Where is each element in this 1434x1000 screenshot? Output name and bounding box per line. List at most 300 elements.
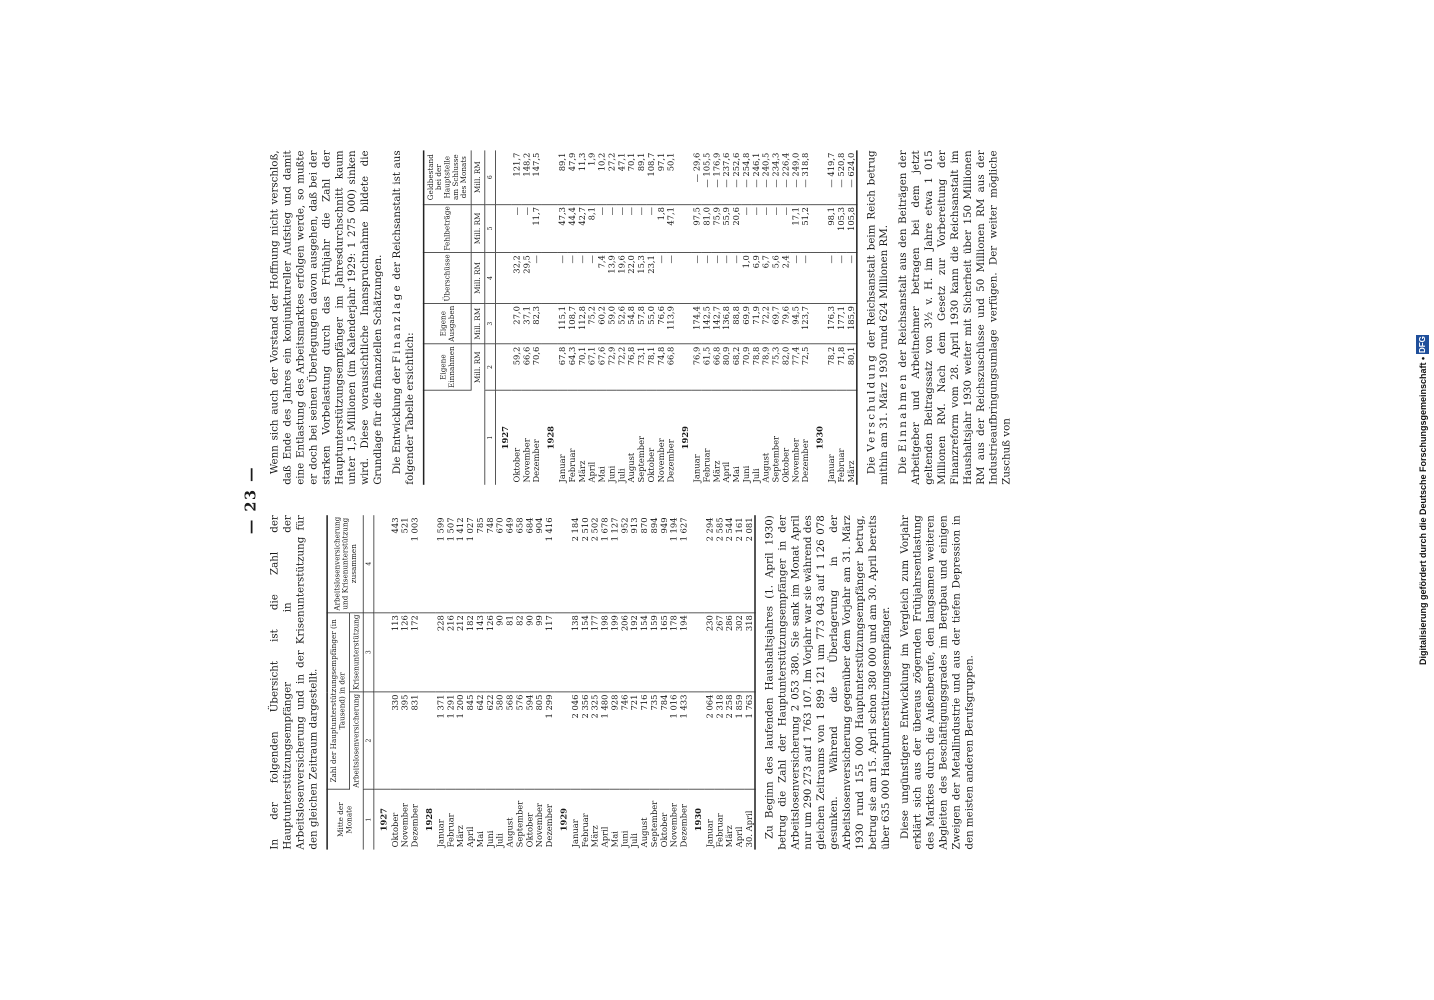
value-cell: — 419,7 xyxy=(826,150,836,204)
value-cell: 5,6 xyxy=(771,252,781,303)
month-cell: Oktober xyxy=(511,447,522,483)
table-row xyxy=(522,150,532,484)
value-cell: 72,5 xyxy=(801,344,811,390)
value-cell: 80,9 xyxy=(722,344,732,390)
value-cell: 928 xyxy=(610,692,620,789)
month-cell: März xyxy=(724,825,735,848)
value-cell: 61,5 xyxy=(702,344,712,390)
header-alv: Arbeitslosenversicherung xyxy=(350,692,364,789)
value-cell: 785 xyxy=(475,515,485,612)
unit-label: Mill. RM xyxy=(471,344,485,390)
value-cell: 7,4 xyxy=(597,252,607,303)
table-row xyxy=(410,515,420,849)
header-deficit: Fehlbeträge xyxy=(424,204,472,252)
value-cell: 831 xyxy=(410,692,420,789)
month-cell: Dezember xyxy=(800,439,811,483)
value-cell: 76,8 xyxy=(627,344,637,390)
table-row xyxy=(400,515,410,849)
value-cell: 182 xyxy=(465,613,475,692)
month-cell: Januar xyxy=(691,454,702,483)
value-cell: 594 xyxy=(525,692,535,789)
value-cell: 77,4 xyxy=(791,344,801,390)
value-cell: 59,2 xyxy=(512,344,522,390)
value-cell: 57,8 xyxy=(636,303,646,344)
value-cell: 55,0 xyxy=(646,303,656,344)
value-cell: 649 xyxy=(505,515,515,612)
value-cell: — xyxy=(731,252,741,303)
value-cell: — xyxy=(522,204,532,252)
value-cell: 216 xyxy=(446,613,456,692)
table-row xyxy=(570,515,580,849)
table-row xyxy=(607,150,617,484)
month-cell: November xyxy=(521,438,532,483)
value-cell: — 240,5 xyxy=(761,150,771,204)
month-cell: November xyxy=(534,803,545,848)
value-cell: — 226,4 xyxy=(781,150,791,204)
value-cell: 147,5 xyxy=(532,150,542,204)
value-cell: 11,7 xyxy=(532,204,542,252)
value-cell: 230 xyxy=(705,613,715,692)
empty-cell xyxy=(495,150,511,204)
table-row xyxy=(620,515,630,849)
empty-cell xyxy=(689,613,705,692)
value-cell: 94,5 xyxy=(791,303,801,344)
value-cell: — xyxy=(801,252,811,303)
value-cell: 1 127 xyxy=(610,515,620,612)
value-cell: 74,8 xyxy=(656,344,666,390)
value-cell: — 176,9 xyxy=(712,150,722,204)
right-paragraph-2 xyxy=(391,150,417,484)
year-label: 1930 xyxy=(693,807,704,832)
value-cell: 206 xyxy=(620,613,630,692)
value-cell: 1 480 xyxy=(600,692,610,789)
dfg-logo: DFG xyxy=(1418,336,1427,354)
month-cell: Oktober xyxy=(659,812,670,848)
unit-label: Mill. RM xyxy=(471,303,485,344)
table-row xyxy=(505,515,515,849)
value-cell: 1 200 xyxy=(456,692,466,789)
table-row xyxy=(781,150,791,484)
col-number: 1 xyxy=(363,789,374,849)
recipients-table xyxy=(326,515,755,849)
value-cell: 66,8 xyxy=(666,344,676,390)
value-cell: 81 xyxy=(505,613,515,692)
value-cell: 113,9 xyxy=(666,303,676,344)
value-cell: 330 xyxy=(390,692,400,789)
table-row xyxy=(515,515,525,849)
value-cell: 90 xyxy=(495,613,505,692)
value-cell: 54,8 xyxy=(627,303,637,344)
empty-cell xyxy=(374,692,390,789)
value-cell: 67,8 xyxy=(557,344,567,390)
year-row xyxy=(495,150,511,484)
table-row xyxy=(771,150,781,484)
month-cell: Juli xyxy=(629,833,640,848)
year-row xyxy=(676,150,692,484)
value-cell: 784 xyxy=(659,692,669,789)
col-number: 6 xyxy=(485,150,496,204)
table-row xyxy=(722,150,732,484)
value-cell: — 318,8 xyxy=(801,150,811,204)
year-label: 1928 xyxy=(546,426,556,450)
table-row xyxy=(597,150,607,484)
value-cell: 199 xyxy=(610,613,620,692)
value-cell: 154 xyxy=(639,613,649,692)
year-label: 1929 xyxy=(558,807,569,832)
header-sum: Arbeitslosenversicherung und Krisenunterstützung zusammen xyxy=(327,515,363,612)
table-row xyxy=(557,150,567,484)
value-cell: 99 xyxy=(535,613,545,692)
empty-cell xyxy=(689,692,705,789)
table-row xyxy=(639,515,649,849)
year-row xyxy=(374,515,390,849)
empty-cell xyxy=(495,204,511,252)
month-cell: März xyxy=(590,825,600,848)
empty-cell xyxy=(495,344,511,390)
table-row xyxy=(846,150,857,484)
year-row xyxy=(420,515,436,849)
value-cell: — xyxy=(627,204,637,252)
value-cell: 67,1 xyxy=(587,344,597,390)
col-number: 3 xyxy=(363,613,374,692)
empty-cell xyxy=(420,692,436,789)
month-cell: September xyxy=(514,800,525,848)
empty-cell xyxy=(689,515,705,612)
value-cell: — xyxy=(567,252,577,303)
table-row xyxy=(646,150,656,484)
header-expenses: Eigene Ausgaben xyxy=(424,303,472,344)
value-cell: 11,3 xyxy=(577,150,587,204)
value-cell: 1 027 xyxy=(465,515,475,612)
value-cell: 1 627 xyxy=(679,515,689,612)
value-cell: 78,1 xyxy=(646,344,656,390)
table-row xyxy=(495,515,505,849)
table-row xyxy=(617,150,627,484)
value-cell: — 249,0 xyxy=(791,150,801,204)
value-cell: 78,8 xyxy=(751,344,761,390)
table-row xyxy=(734,515,744,849)
value-cell: 37,1 xyxy=(522,303,532,344)
table-row xyxy=(535,515,545,849)
left-intro-paragraph: In der folgenden Übersicht ist die Zahl der Hauptunterstützungsempfänger in der Arbeitslosenversicherung und in der Krisenunterstützung für den gleichen Zeitraum dargestellt. xyxy=(268,515,320,850)
document-page xyxy=(238,150,1196,849)
value-cell: 735 xyxy=(649,692,659,789)
value-cell: 123,7 xyxy=(801,303,811,344)
table-row xyxy=(705,515,715,849)
value-cell: 6,9 xyxy=(751,252,761,303)
value-cell: — 234,3 xyxy=(771,150,781,204)
emphasis-finanzlage: Finanzlage xyxy=(390,283,404,364)
table-row xyxy=(627,150,637,484)
value-cell: — xyxy=(587,252,597,303)
value-cell: 44,4 xyxy=(567,204,577,252)
header-blank xyxy=(424,390,485,485)
value-cell: 622 xyxy=(485,692,495,789)
finance-table xyxy=(423,150,858,484)
value-cell: 1 291 xyxy=(446,692,456,789)
value-cell: 97,5 xyxy=(692,204,702,252)
text-run: der Reichsanstalt beim Reich betrug mithin am 31. März 1930 rund 624 Millionen RM. xyxy=(865,150,891,485)
month-cell: September xyxy=(636,435,647,483)
month-cell: Februar xyxy=(580,813,591,848)
empty-cell xyxy=(554,692,570,789)
table-row xyxy=(532,150,542,484)
value-cell: 90 xyxy=(525,613,535,692)
value-cell: 72,2 xyxy=(761,303,771,344)
value-cell: 72,2 xyxy=(617,344,627,390)
month-cell: Juli xyxy=(751,468,762,483)
value-cell: 78,9 xyxy=(761,344,771,390)
month-cell: Februar xyxy=(836,448,847,483)
value-cell: 69,9 xyxy=(741,303,751,344)
table-row xyxy=(741,150,751,484)
value-cell: 2 161 xyxy=(734,515,744,612)
month-cell: Februar xyxy=(445,813,456,848)
value-cell: 60,2 xyxy=(597,303,607,344)
value-cell: 10,2 xyxy=(597,150,607,204)
value-cell: 66,6 xyxy=(522,344,532,390)
value-cell: — xyxy=(702,252,712,303)
empty-cell xyxy=(541,204,557,252)
value-cell: 198 xyxy=(600,613,610,692)
empty-cell xyxy=(676,204,692,252)
value-cell: 138 xyxy=(570,613,580,692)
table-row xyxy=(610,515,620,849)
value-cell: 13,9 xyxy=(607,252,617,303)
value-cell: 136,8 xyxy=(722,303,732,344)
month-cell: Mai xyxy=(609,831,620,848)
value-cell: — xyxy=(722,252,732,303)
table-row xyxy=(712,150,722,484)
value-cell: 67,6 xyxy=(597,344,607,390)
value-cell: 29,5 xyxy=(522,252,532,303)
year-label: 1928 xyxy=(424,807,435,832)
value-cell: 66,8 xyxy=(712,344,722,390)
month-cell: November xyxy=(790,438,801,483)
table-row xyxy=(649,515,659,849)
value-cell: — xyxy=(712,252,722,303)
table-row xyxy=(731,150,741,484)
table-row xyxy=(751,150,761,484)
table-row xyxy=(456,515,466,849)
year-row xyxy=(810,150,826,484)
value-cell: 670 xyxy=(495,515,505,612)
month-cell: Dezember xyxy=(531,439,542,483)
month-cell: 30. April xyxy=(744,810,755,848)
value-cell: 894 xyxy=(649,515,659,612)
value-cell: — xyxy=(771,204,781,252)
month-cell: November xyxy=(400,803,410,848)
month-cell: Januar xyxy=(557,454,568,483)
table-row xyxy=(544,515,554,849)
col-number: 2 xyxy=(363,692,374,789)
value-cell: — 237,6 xyxy=(722,150,732,204)
col-number: 2 xyxy=(485,344,496,390)
right-paragraph-4 xyxy=(897,150,1013,484)
value-cell: — xyxy=(791,252,801,303)
month-cell: Februar xyxy=(714,813,725,848)
month-cell: Dezember xyxy=(409,804,420,848)
value-cell: 126 xyxy=(400,613,410,692)
value-cell: 80,1 xyxy=(846,344,857,390)
value-cell: — xyxy=(646,204,656,252)
month-cell: April xyxy=(721,461,732,483)
text-run: der Reichsanstalt aus den Beiträgen der Arbeitgeber und Arbeitnehmer betragen bei dem jetzt geltenden Beitragssatz von 3½ v. H. im Jahre etwa 1 015 Millionen RM. Nach dem Gesetz zur Vorbereitung der Finanzreform vom 28. April 1930 kann die Reichsanstalt im Haushaltsjahr 1930 weiter mit Sicherheit über 150 Millionen RM aus der Reichszuschüsse und 50 Millionen RM aus der Industrieaufbringungsumlage verfügen. Der weiter mögliche Zuschuß von xyxy=(897,150,1013,485)
value-cell: 20,6 xyxy=(731,204,741,252)
month-cell: Dezember xyxy=(544,804,555,848)
value-cell: 27,2 xyxy=(607,150,617,204)
value-cell: — 252,6 xyxy=(731,150,741,204)
right-paragraph-3 xyxy=(865,150,891,484)
empty-cell xyxy=(541,344,557,390)
table-row xyxy=(801,150,811,484)
digitization-credit xyxy=(1416,0,1430,1000)
text-run: der Reichsanstalt ist aus folgender Tabelle ersichtlich: xyxy=(390,150,417,485)
value-cell: — xyxy=(846,252,857,303)
table-row xyxy=(525,515,535,849)
value-cell: 72,9 xyxy=(607,344,617,390)
month-cell: Dezember xyxy=(679,804,689,848)
value-cell: 521 xyxy=(400,515,410,612)
value-cell: 19,6 xyxy=(617,252,627,303)
value-cell: 59,0 xyxy=(607,303,617,344)
value-cell: 32,2 xyxy=(512,252,522,303)
empty-cell xyxy=(676,303,692,344)
value-cell: 88,8 xyxy=(731,303,741,344)
value-cell: 27,0 xyxy=(512,303,522,344)
empty-cell xyxy=(810,344,826,390)
year-label: 1929 xyxy=(680,426,691,450)
value-cell: 47,9 xyxy=(567,150,577,204)
empty-cell xyxy=(554,613,570,692)
value-cell: 108,7 xyxy=(567,303,577,344)
value-cell: 2 081 xyxy=(744,515,755,612)
table-row xyxy=(600,515,610,849)
value-cell: 142,7 xyxy=(712,303,722,344)
value-cell: 1 599 xyxy=(436,515,446,612)
table-row xyxy=(702,150,712,484)
table-row xyxy=(826,150,836,484)
value-cell: 177,1 xyxy=(836,303,846,344)
value-cell: — xyxy=(656,252,666,303)
value-cell: — xyxy=(597,204,607,252)
value-cell: 1 412 xyxy=(456,515,466,612)
value-cell: — 105,5 xyxy=(702,150,712,204)
value-cell: 79,6 xyxy=(781,303,791,344)
value-cell: 2 544 xyxy=(725,515,735,612)
month-cell: Januar xyxy=(570,819,581,848)
empty-cell xyxy=(374,613,390,692)
value-cell: 2 325 xyxy=(590,692,600,789)
left-column xyxy=(269,515,1196,849)
month-cell: Dezember xyxy=(666,439,676,483)
table-row xyxy=(590,515,600,849)
value-cell: — xyxy=(607,204,617,252)
value-cell: 178 xyxy=(669,613,679,692)
month-cell: August xyxy=(761,452,771,483)
empty-cell xyxy=(810,252,826,303)
value-cell: — 520,8 xyxy=(836,150,846,204)
value-cell: 302 xyxy=(734,613,744,692)
table-row xyxy=(761,150,771,484)
empty-cell xyxy=(495,252,511,303)
unit-label: Mill. RM xyxy=(471,150,485,204)
value-cell: 89,1 xyxy=(636,150,646,204)
table-row xyxy=(465,515,475,849)
emphasis-einnahmen: Einnahmen xyxy=(897,372,910,452)
value-cell: 805 xyxy=(535,692,545,789)
unit-label: Mill. RM xyxy=(471,252,485,303)
value-cell: — 624,0 xyxy=(846,150,857,204)
right-column xyxy=(269,150,1196,484)
value-cell: 2 258 xyxy=(725,692,735,789)
value-cell: 658 xyxy=(515,515,525,612)
month-cell: Mai xyxy=(731,466,742,483)
table-row xyxy=(580,515,590,849)
value-cell: 17,1 xyxy=(791,204,801,252)
table-row xyxy=(744,515,755,849)
month-cell: Januar xyxy=(826,454,837,483)
value-cell: 117 xyxy=(544,613,554,692)
table-row xyxy=(587,150,597,484)
month-cell: Oktober xyxy=(646,447,657,483)
value-cell: 2 064 xyxy=(705,692,715,789)
value-cell: 212 xyxy=(456,613,466,692)
value-cell: 51,2 xyxy=(801,204,811,252)
header-surplus: Überschüsse xyxy=(424,252,472,303)
value-cell: 154 xyxy=(580,613,590,692)
month-cell: April xyxy=(465,826,476,848)
empty-cell xyxy=(420,515,436,612)
value-cell: 1 299 xyxy=(544,692,554,789)
value-cell: 1 763 xyxy=(744,692,755,789)
value-cell: 1,0 xyxy=(741,252,751,303)
value-cell: — xyxy=(636,204,646,252)
table-row xyxy=(656,150,666,484)
table-row xyxy=(446,515,456,849)
month-cell: März xyxy=(455,825,466,848)
value-cell: 70,9 xyxy=(741,344,751,390)
month-cell: August xyxy=(639,817,650,848)
table-row xyxy=(715,515,725,849)
empty-cell xyxy=(374,515,390,612)
value-cell: 126 xyxy=(485,613,495,692)
right-paragraph-1: Wenn sich auch der Vorstand der Hoffnung nicht verschloß, daß Ende des Jahres ein konjunktureller Aufstieg und damit eine Entlastung des Arbeitsmarktes erfolgen werde, so mußte er doch bei seinen Überlegungen davon ausgehen, daß bei der starken Vorbelastung durch das Frühjahr die Zahl der Hauptunterstützungsempfänger im Jahresdurchschnitt kaum unter 1,5 Millionen (im Kalenderjahr 1929: 1 275 000) sinken wird. Diese voraussichtliche Inanspruchnahme bildete die Grundlage für die finanziellen Schätzungen. xyxy=(268,150,385,485)
value-cell: 2,4 xyxy=(781,252,791,303)
value-cell: 174,4 xyxy=(692,303,702,344)
value-cell: — xyxy=(512,204,522,252)
month-cell: Oktober xyxy=(390,812,401,848)
table-row xyxy=(836,150,846,484)
value-cell: 177 xyxy=(590,613,600,692)
header-kru: Krisenunterstützung xyxy=(350,613,364,692)
value-cell: 845 xyxy=(465,692,475,789)
value-cell: 2 294 xyxy=(705,515,715,612)
value-cell: — xyxy=(617,204,627,252)
value-cell: 143 xyxy=(475,613,485,692)
table-row xyxy=(436,515,446,849)
value-cell: 904 xyxy=(535,515,545,612)
value-cell: 267 xyxy=(715,613,725,692)
table-row xyxy=(390,515,400,849)
digitization-credit-text: Digitalisierung gefördert durch die Deutsche Forschungsgemeinschaft • xyxy=(1418,356,1428,665)
value-cell: 142,5 xyxy=(702,303,712,344)
month-cell: Juni xyxy=(619,830,630,848)
month-cell: September xyxy=(770,435,781,483)
table-row xyxy=(725,515,735,849)
value-cell: 81,0 xyxy=(702,204,712,252)
left-paragraph-1: Zu Beginn des laufenden Haushaltsjahres (1. April 1930) betrug die Zahl der Hauptunterstützungsempfänger in der Arbeitslosenversicherung 2 053 380. Sie sank im Monat April nur um 290 273 auf 1 763 107. Im Vorjahr war sie während des gleichen Zeitraums von 1 899 121 um 773 043 auf 1 126 078 gesunken. Während die Überlagerung in der Arbeitslosenversicherung gegenüber dem Vorjahr am 31. März 1930 rund 155 000 Hauptunterstützungsempfänger betrug, betrug sie am 15. April schon 380 000 und am 30. April bereits über 635 000 Hauptunterstützungsempfänger. xyxy=(763,515,892,850)
